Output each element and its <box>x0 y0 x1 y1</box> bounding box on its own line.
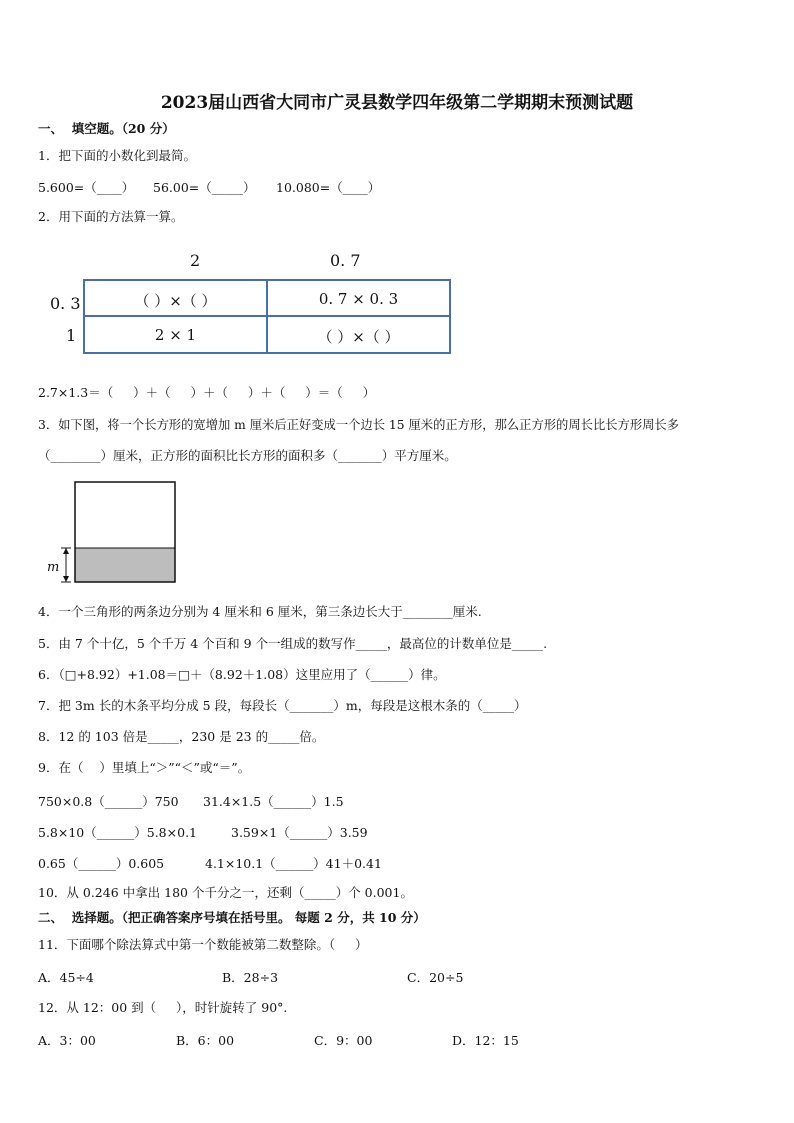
q12-text: 12．从 12：00 到（ ），时针旋转了 90°. <box>38 1000 288 1015</box>
q1-item-3: 10.080=（____） <box>276 180 381 195</box>
q3-line-1: 3．如下图，将一个长方形的宽增加 m 厘米后正好变成一个边长 15 厘米的正方形，那么正方形的周长比长方形周长多 <box>38 418 680 432</box>
q5-text: 5．由 7 个十亿，5 个千万 4 个百和 9 个一组成的数写作_____，最高位的计数单位是_____. <box>38 636 548 651</box>
q9-item-1: 750×0.8（______）750 <box>38 794 179 809</box>
q11-option-b: B．28÷3 <box>222 970 279 985</box>
q6-text: 6．（□+8.92）+1.08＝□＋（8.92＋1.08）这里应用了（______）律。 <box>38 667 446 682</box>
grid-cell-2: 0. 7 × 0. 3 <box>318 290 399 308</box>
q1-text: 1．把下面的小数化到最简。 <box>38 148 196 163</box>
q9-item-6: 4.1×10.1（______）41＋0.41 <box>205 856 382 871</box>
figure-m-label: m <box>47 560 60 575</box>
grid-top-label-1: 2 <box>190 251 201 270</box>
page-title: 2023届山西省大同市广灵县数学四年级第二学期期末预测试题 <box>160 93 634 113</box>
q9-text: 9．在（ ）里填上“＞”“＜”或“＝”。 <box>38 760 251 775</box>
q9-item-2: 31.4×1.5（______）1.5 <box>203 794 344 809</box>
q12-option-c: C．9：00 <box>314 1033 373 1048</box>
q12-option-d: D．12：15 <box>452 1033 519 1048</box>
section-2-heading: 二、 选择题。（把正确答案序号填在括号里。 每题 2 分，共 10 分） <box>38 910 426 925</box>
q7-text: 7．把 3m 长的木条平均分成 5 段，每段长（_______）m，每段是这根木条的（_____） <box>38 698 527 713</box>
grid-side-label-2: 1 <box>66 326 77 345</box>
q11-text: 11．下面哪个除法算式中第一个数能被第二数整除。（ ） <box>38 937 368 952</box>
q10-text: 10．从 0.246 中拿出 180 个千分之一，还剩（_____）个 0.001。 <box>38 885 413 900</box>
q9-item-5: 0.65（______）0.605 <box>38 856 165 871</box>
q3-line-2: （________）厘米，正方形的面积比长方形的面积多（_______）平方厘米。 <box>38 448 457 463</box>
q12-option-a: A．3：00 <box>38 1033 96 1048</box>
q9-item-3: 5.8×10（______）5.8×0.1 <box>38 825 197 840</box>
rectangle-figure <box>44 478 184 588</box>
q2-equation: 2.7×1.3＝（ ）＋（ ）＋（ ）＋（ ）＝（ ） <box>38 385 376 400</box>
grid-cell-1: （ ）×（ ） <box>134 292 217 310</box>
q4-text: 4．一个三角形的两条边分别为 4 厘米和 6 厘米，第三条边长大于________厘米. <box>38 604 482 619</box>
grid-top-label-2: 0. 7 <box>330 251 361 270</box>
q2-text: 2．用下面的方法算一算。 <box>38 209 184 224</box>
grid-cell-4: （ ）×（ ） <box>317 328 400 346</box>
q11-option-a: A．45÷4 <box>38 970 94 985</box>
section-1-heading: 一、 填空题。（20 分） <box>38 121 175 136</box>
q1-item-1: 5.600=（____） <box>38 180 135 195</box>
grid-cell-3: 2 × 1 <box>154 326 197 344</box>
q1-item-2: 56.00=（_____） <box>153 180 256 195</box>
q8-text: 8．12 的 103 倍是_____，230 是 23 的_____倍。 <box>38 729 325 744</box>
grid-side-label-1: 0. 3 <box>50 294 81 313</box>
q9-item-4: 3.59×1（______）3.59 <box>231 825 368 840</box>
q11-option-c: C．20÷5 <box>407 970 464 985</box>
q12-option-b: B．6：00 <box>176 1033 235 1048</box>
